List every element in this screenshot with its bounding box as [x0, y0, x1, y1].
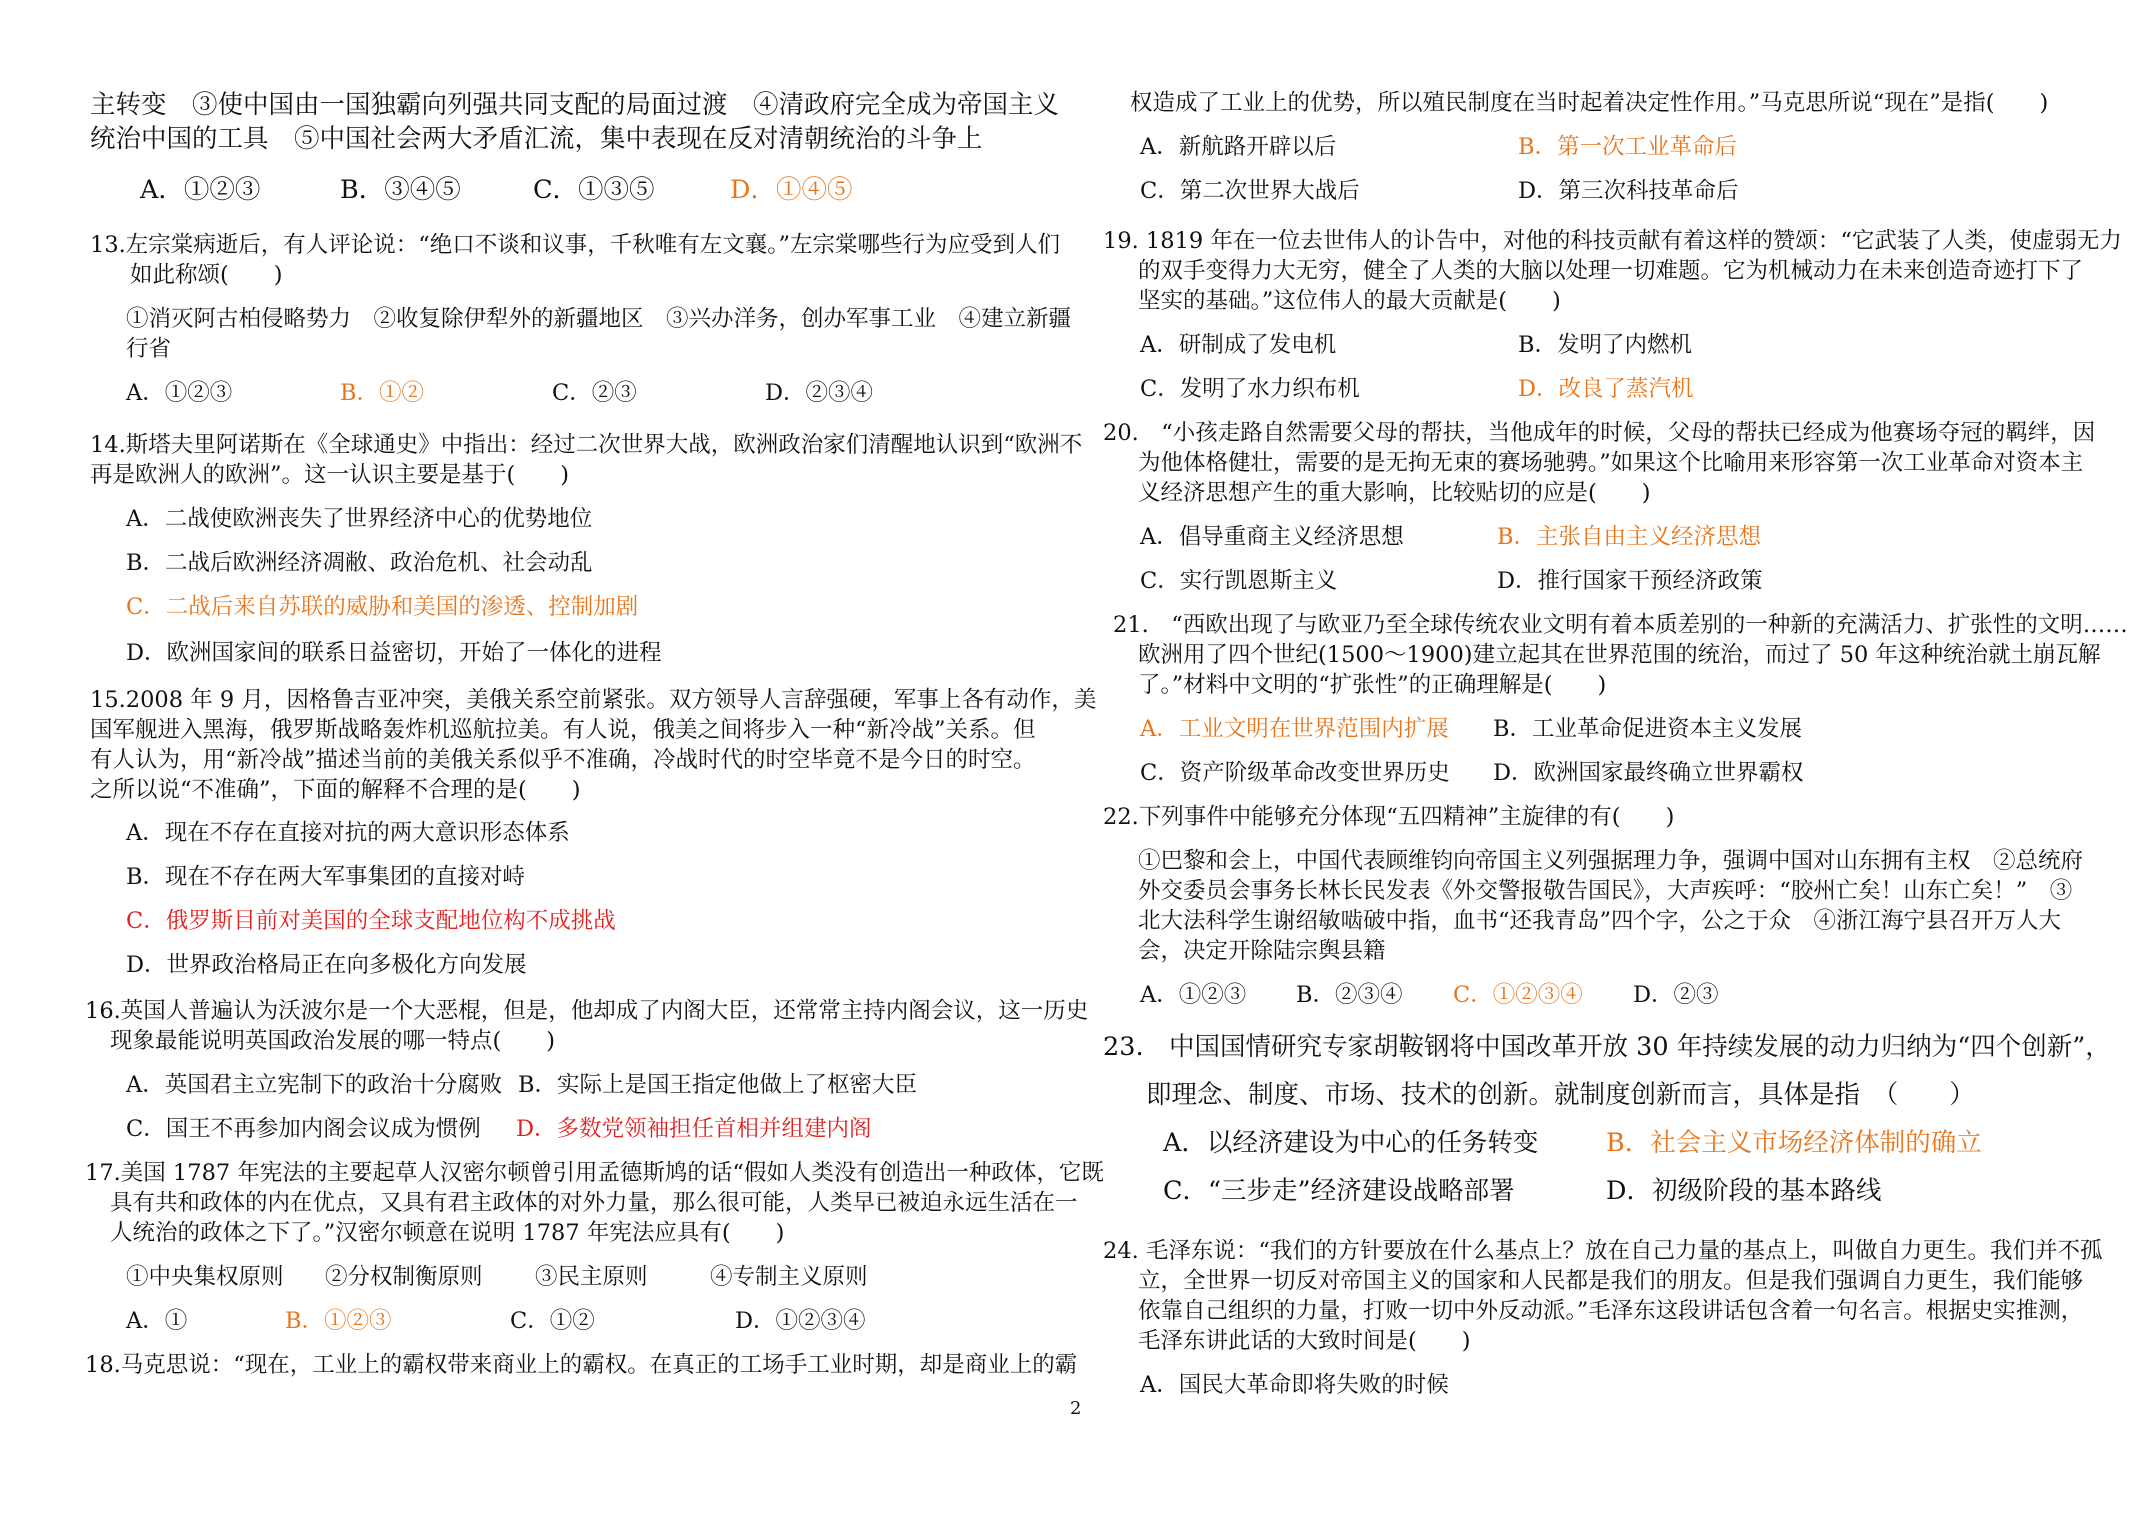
q17-stem-line2: 具有共和政体的内在优点，又具有君主政体的对外力量，那么很可能，人类早已被迫永远生活在一	[110, 1190, 1078, 1216]
q15-stem-line3: 有人认为，用“新冷战”描述当前的美俄关系似乎不准确，冷战时代的时空毕竟不是今日的时空。	[90, 747, 1036, 773]
q23-option-c: C．“三步走”经济建设战略部署	[1163, 1176, 1515, 1206]
q18-stem-line2: 权造成了工业上的优势，所以殖民制度在当时起着决定性作用。”马克思所说“现在”是指( )	[1130, 90, 2049, 116]
q24-stem-line3: 依靠自己组织的力量，打败一切中外反动派。”毛泽东这段讲话包含着一句名言。根据史实推测，	[1138, 1298, 2084, 1324]
q21-option-c: C．资产阶级革命改变世界历史	[1140, 760, 1450, 786]
q22-items-line2: 外交委员会事务长林长民发表《外交警报敬告国民》，大声疾呼：“胶州亡矣！山东亡矣！” ③	[1138, 878, 2073, 904]
q19-option-b: B．发明了内燃机	[1518, 332, 1693, 358]
q24-stem-line4: 毛泽东讲此话的大致时间是( )	[1138, 1328, 1471, 1354]
q12-tail-line2: 统治中国的工具 ⑤中国社会两大矛盾汇流，集中表现在反对清朝统治的斗争上	[90, 124, 983, 154]
q15-option-c-answer: C．俄罗斯目前对美国的全球支配地位构不成挑战	[126, 908, 616, 934]
q12-option-d-answer: D．①④⑤	[730, 175, 853, 205]
q23-option-b-answer: B．社会主义市场经济体制的确立	[1606, 1128, 1982, 1158]
q17-option-b-answer: B．①②③	[285, 1308, 392, 1334]
q19-stem-line2: 的双手变得力大无穷，健全了人类的大脑以处理一切难题。它为机械动力在未来创造奇迹打下了	[1138, 258, 2084, 284]
q12-tail-line1: 主转变 ③使中国由一国独霸向列强共同支配的局面过渡 ④清政府完全成为帝国主义	[90, 90, 1060, 120]
q20-option-b-answer: B．主张自由主义经济思想	[1497, 524, 1762, 550]
q17-option-d: D．①②③④	[735, 1308, 866, 1334]
q19-option-a: A．研制成了发电机	[1140, 332, 1337, 358]
q17-item-1: ①中央集权原则	[126, 1264, 284, 1290]
q19-option-d-answer: D．改良了蒸汽机	[1518, 376, 1694, 402]
q14-stem-line1: 14.斯塔夫里阿诺斯在《全球通史》中指出：经过二次世界大战，欧洲政治家们清醒地认识到“欧洲不	[90, 432, 1083, 458]
q21-stem-line3: 了。”材料中文明的“扩张性”的正确理解是( )	[1138, 672, 1607, 698]
q22-option-b: B．②③④	[1296, 982, 1403, 1008]
q12-option-a: A．①②③	[140, 175, 261, 205]
q20-option-c: C．实行凯恩斯主义	[1140, 568, 1338, 594]
q16-stem-line2: 现象最能说明英国政治发展的哪一特点( )	[110, 1028, 556, 1054]
q13-option-b-answer: B．①②	[340, 380, 425, 406]
q18-option-b-answer: B．第一次工业革命后	[1518, 134, 1738, 160]
q23-stem-line1: 23. 中国国情研究专家胡鞍钢将中国改革开放 30 年持续发展的动力归纳为“四个创新”，	[1103, 1032, 2111, 1062]
q16-option-b: B．实际上是国王指定他做上了枢密大臣	[518, 1072, 918, 1098]
q16-option-c: C．国王不再参加内阁会议成为惯例	[126, 1116, 481, 1142]
q13-items-line2: 行省	[126, 336, 172, 362]
q23-option-a: A．以经济建设为中心的任务转变	[1163, 1128, 1539, 1158]
q19-stem-line1: 19. 1819 年在一位去世伟人的讣告中，对他的科技贡献有着这样的赞颂：“它武装了人类，使虚弱无力	[1103, 228, 2122, 254]
q24-stem-line2: 立，全世界一切反对帝国主义的国家和人民都是我们的朋友。但是我们强调自力更生，我们能够	[1138, 1268, 2084, 1294]
q23-option-d: D．初级阶段的基本路线	[1606, 1176, 1882, 1206]
q20-stem-line1: 20. “小孩走路自然需要父母的帮扶，当他成年的时候，父母的帮扶已经成为他赛场夺冠的羁绊，因	[1103, 420, 2096, 446]
q20-stem-line2: 为他体格健壮，需要的是无拘无束的赛场驰骋。”如果这个比喻用来形容第一次工业革命对资本主	[1138, 450, 2084, 476]
q21-option-a-answer: A．工业文明在世界范围内扩展	[1140, 716, 1449, 742]
q22-option-a: A．①②③	[1140, 982, 1247, 1008]
q14-option-c-answer: C．二战后来自苏联的威胁和美国的渗透、控制加剧	[126, 594, 639, 620]
q13-stem-line1: 13.左宗棠病逝后，有人评论说：“绝口不谈和议事，千秋唯有左文襄。”左宗棠哪些行为应受到人们	[90, 232, 1061, 258]
q15-option-b: B．现在不存在两大军事集团的直接对峙	[126, 864, 526, 890]
q12-option-b: B．③④⑤	[340, 175, 461, 205]
q14-option-d: D．欧洲国家间的联系日益密切，开始了一体化的进程	[126, 640, 662, 666]
q14-option-b: B．二战后欧洲经济凋敝、政治危机、社会动乱	[126, 550, 593, 576]
q15-stem-line1: 15.2008 年 9 月，因格鲁吉亚冲突，美俄关系空前紧张。双方领导人言辞强硬，军事上各有动作，美	[90, 687, 1097, 713]
q19-stem-line3: 坚实的基础。”这位伟人的最大贡献是( )	[1138, 288, 1561, 314]
q16-option-a: A．英国君主立宪制下的政治十分腐败	[126, 1072, 503, 1098]
q15-option-a: A．现在不存在直接对抗的两大意识形态体系	[126, 820, 570, 846]
q22-stem: 22.下列事件中能够充分体现“五四精神”主旋律的有( )	[1103, 804, 1675, 830]
q14-option-a: A．二战使欧洲丧失了世界经济中心的优势地位	[126, 506, 593, 532]
page-number: 2	[1070, 1398, 1082, 1419]
q24-stem-line1: 24. 毛泽东说：“我们的方针要放在什么基点上？放在自己力量的基点上，叫做自力更生。我们并不孤	[1103, 1238, 2103, 1264]
q15-stem-line2: 国军舰进入黑海，俄罗斯战略轰炸机巡航拉美。有人说，俄美之间将步入一种“新冷战”关系。但	[90, 717, 1036, 743]
q17-item-4: ④专制主义原则	[710, 1264, 868, 1290]
q22-items-line3: 北大法科学生谢绍敏啮破中指，血书“还我青岛”四个字，公之于众 ④浙江海宁县召开万人大	[1138, 908, 2062, 934]
q14-stem-line2: 再是欧洲人的欧洲”。这一认识主要是基于( )	[90, 462, 570, 488]
q13-option-c: C．②③	[552, 380, 637, 406]
q12-option-c: C．①③⑤	[533, 175, 655, 205]
q18-option-d: D．第三次科技革命后	[1518, 178, 1739, 204]
q17-stem-line1: 17.美国 1787 年宪法的主要起草人汉密尔顿曾引用孟德斯鸠的话“假如人类没有创造出一种政体，它既	[85, 1160, 1104, 1186]
q21-option-b: B．工业革命促进资本主义发展	[1493, 716, 1803, 742]
q22-option-c-answer: C．①②③④	[1453, 982, 1583, 1008]
q22-option-d: D．②③	[1633, 982, 1719, 1008]
q20-option-a: A．倡导重商主义经济思想	[1140, 524, 1404, 550]
q17-option-a: A．①	[126, 1308, 188, 1334]
q15-option-d: D．世界政治格局正在向多极化方向发展	[126, 952, 527, 978]
q22-items-line1: ①巴黎和会上，中国代表顾维钧向帝国主义列强据理力争，强调中国对山东拥有主权 ②总统府	[1138, 848, 2084, 874]
q21-stem-line1: 21. “西欧出现了与欧亚乃至全球传统农业文明有着本质差别的一种新的充满活力、扩张性的文明……	[1113, 612, 2128, 638]
q13-option-a: A．①②③	[126, 380, 233, 406]
q17-stem-line3: 人统治的政体之下了。”汉密尔顿意在说明 1787 年宪法应具有( )	[110, 1220, 785, 1246]
q18-stem-line1: 18.马克思说：“现在，工业上的霸权带来商业上的霸权。在真正的工场手工业时期，却是商业上的霸	[85, 1352, 1078, 1378]
q23-stem-line2: 即理念、制度、市场、技术的创新。就制度创新而言，具体是指 （ ）	[1146, 1080, 1975, 1110]
q20-stem-line3: 义经济思想产生的重大影响，比较贴切的应是( )	[1138, 480, 1651, 506]
q19-option-c: C．发明了水力织布机	[1140, 376, 1360, 402]
q21-stem-line2: 欧洲用了四个世纪(1500～1900)建立起其在世界范围的统治，而过了 50 年这种统治就土崩瓦解	[1138, 642, 2101, 668]
q21-option-d: D．欧洲国家最终确立世界霸权	[1493, 760, 1804, 786]
q13-stem-line2: 如此称颂( )	[130, 262, 283, 288]
q17-item-2: ②分权制衡原则	[325, 1264, 483, 1290]
q13-option-d: D．②③④	[765, 380, 874, 406]
q13-items-line1: ①消灭阿古柏侵略势力 ②收复除伊犁外的新疆地区 ③兴办洋务，创办军事工业 ④建立新疆	[126, 306, 1072, 332]
q18-option-c: C．第二次世界大战后	[1140, 178, 1360, 204]
q18-option-a: A．新航路开辟以后	[1140, 134, 1337, 160]
q22-items-line4: 会，决定开除陆宗舆县籍	[1138, 938, 1386, 964]
q16-stem-line1: 16.英国人普遍认为沃波尔是一个大恶棍，但是，他却成了内阁大臣，还常常主持内阁会议，这一历史	[85, 998, 1089, 1024]
q20-option-d: D．推行国家干预经济政策	[1497, 568, 1763, 594]
q16-option-d-answer: D．多数党领袖担任首相并组建内阁	[516, 1116, 872, 1142]
q17-option-c: C．①②	[510, 1308, 595, 1334]
q24-option-a: A．国民大革命即将失败的时候	[1140, 1372, 1449, 1398]
q15-stem-line4: 之所以说“不准确”，下面的解释不合理的是( )	[90, 777, 581, 803]
q17-item-3: ③民主原则	[535, 1264, 648, 1290]
